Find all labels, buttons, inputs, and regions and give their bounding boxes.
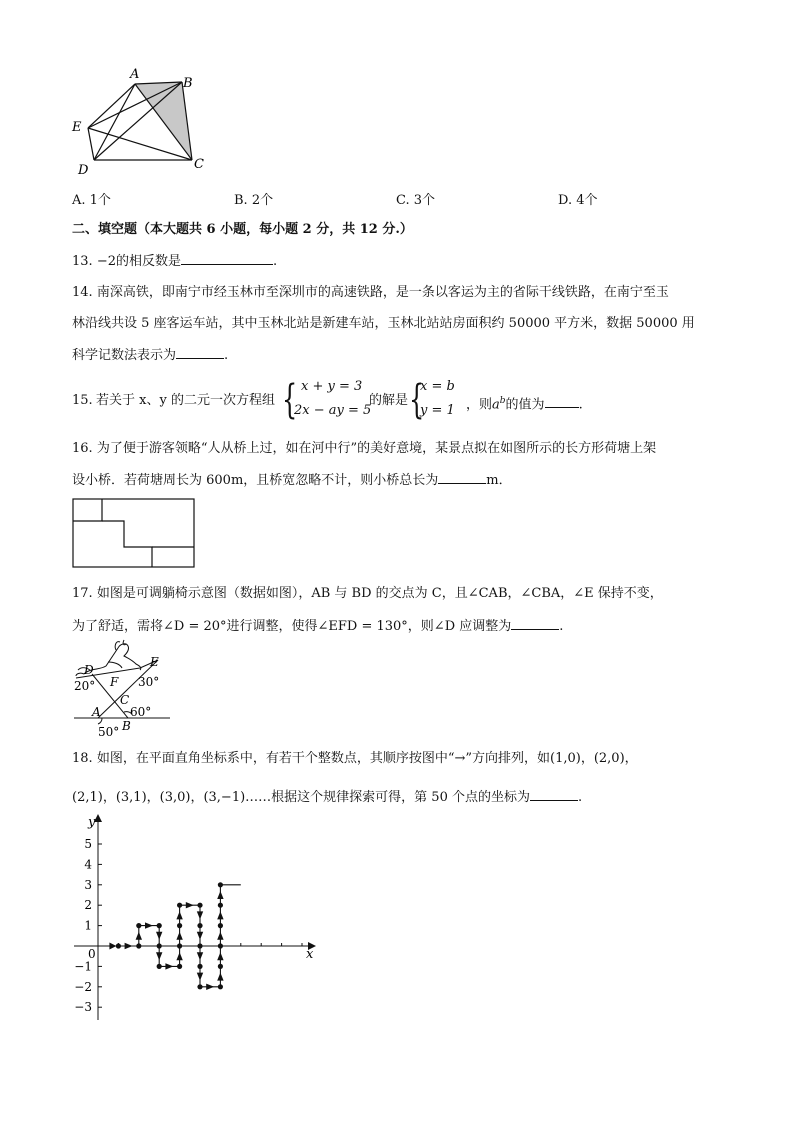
lattice-point: [197, 903, 202, 908]
y-tick-label: 4: [84, 857, 92, 872]
q15-prefix: 若关于 x、y 的二元一次方程组: [96, 393, 275, 408]
q15-mid: 的解是: [369, 393, 409, 408]
q14-line3: 科学记数法表示为: [72, 348, 177, 363]
q15-power-exp: b: [499, 396, 506, 406]
option-d: D. 4个: [558, 193, 598, 208]
direction-arrow: [176, 911, 182, 919]
q15-right-brace: {: [409, 377, 425, 423]
lattice-point: [157, 964, 162, 969]
q15-left-brace: {: [282, 377, 298, 423]
lattice-point: [197, 964, 202, 969]
lattice-point: [177, 923, 182, 928]
q14-line1: 南深高铁，即南宁市经玉林市至深圳市的高速铁路，是一条以客运为主的省际干线铁路，在南宁至玉: [96, 285, 669, 300]
q18-line2a: (2,1)，(3,1)，(3,0)，(3,−1)……根据这个规律探索可得，第 50 个点的坐标为: [72, 790, 530, 805]
label-C: C: [194, 157, 204, 172]
label-E: E: [72, 120, 82, 135]
q15-tail: [466, 392, 583, 414]
lattice-point: [177, 943, 182, 948]
direction-arrow: [176, 932, 182, 940]
option-c: C. 3个: [396, 193, 436, 208]
chair-angle-30: 30°: [138, 675, 160, 689]
question-13: [72, 251, 277, 271]
direction-arrow: [217, 973, 223, 981]
y-tick-label: −2: [74, 979, 92, 994]
chair-label-A: A: [92, 705, 101, 719]
question-18-line1: [72, 750, 638, 768]
q13-number: 13.: [72, 254, 93, 269]
chair-label-E: E: [150, 655, 159, 669]
q15-suffix1: ，则: [466, 397, 493, 413]
q15-number: 15.: [72, 393, 93, 408]
question-17-line2: [72, 616, 563, 636]
chair-angle-60: 60°: [130, 705, 152, 719]
q17-number: 17.: [72, 586, 93, 601]
lattice-point: [157, 943, 162, 948]
chair-label-D: D: [84, 663, 94, 677]
chair-angle-20: 20°: [74, 679, 96, 693]
direction-arrow: [145, 922, 153, 928]
lattice-point: [157, 923, 162, 928]
y-tick-label: 1: [84, 918, 92, 933]
y-axis-label: y: [88, 815, 96, 830]
lattice-point: [218, 923, 223, 928]
q15-sol1: x = b: [420, 379, 455, 394]
section-title: 二、填空题（本大题共 6 小题，每小题 2 分，共 12 分.）: [72, 222, 413, 237]
q18-answer-blank[interactable]: [530, 787, 578, 801]
q14-answer-blank[interactable]: [176, 345, 224, 359]
coordinate-chart: [66, 812, 326, 1024]
q15-eq1: x + y = 3: [301, 379, 363, 394]
lattice-point: [136, 923, 141, 928]
q13-text: −2的相反数是: [96, 254, 181, 269]
q15-sol2: y = 1: [420, 403, 455, 418]
label-D: D: [78, 163, 89, 178]
direction-arrow: [197, 911, 203, 919]
q14-line2: 林沿线共设 5 座客运车站，其中玉林北站是新建车站，玉林北站站房面积约 50000 平方米，数据 50000 用: [72, 316, 695, 331]
origin-label: 0: [88, 947, 96, 961]
label-B: B: [183, 76, 193, 91]
direction-arrow: [176, 952, 182, 960]
direction-arrow: [197, 932, 203, 940]
chair-figure: [70, 638, 180, 740]
q14-end: .: [224, 348, 229, 363]
q17-end: .: [559, 619, 564, 634]
lattice-point: [197, 984, 202, 989]
person-arm: [108, 662, 122, 668]
question-17-line1: [72, 585, 663, 603]
q15-power-base: a: [492, 397, 500, 413]
q12-figure: [66, 62, 216, 182]
label-A: A: [130, 67, 140, 82]
lattice-point: [218, 943, 223, 948]
q18-line1: 如图，在平面直角坐标系中，有若干个整数点，其顺序按图中“→”方向排列，如(1,0)，(2,0)，: [96, 751, 638, 766]
lattice-point: [197, 943, 202, 948]
lattice-point: [116, 943, 121, 948]
lattice-point: [218, 984, 223, 989]
q15-end: .: [578, 397, 583, 413]
direction-arrow: [197, 973, 203, 981]
q16-answer-blank[interactable]: [438, 470, 486, 484]
y-tick-label: 2: [84, 898, 92, 913]
y-tick-label: 3: [84, 877, 92, 892]
direction-arrow: [165, 963, 173, 969]
x-axis-label: x: [306, 947, 314, 962]
start-arrow: [109, 943, 116, 950]
q15-eq2: 2x − ay = 5: [294, 403, 372, 418]
chair-angle-50: 50°: [98, 725, 120, 739]
question-16-line1: [72, 440, 656, 458]
q13-answer-blank[interactable]: [181, 251, 273, 265]
bridge-path-2: [102, 521, 152, 567]
q17-line2a: 为了舒适，需将∠D = 20°进行调整，使得∠EFD = 130°，则∠D 应调整为: [72, 619, 512, 634]
q16-number: 16.: [72, 441, 93, 456]
direction-arrow: [156, 932, 162, 940]
direction-arrow: [217, 911, 223, 919]
chair-label-B: B: [122, 719, 131, 733]
y-tick-label: −3: [74, 1000, 92, 1015]
direction-arrow: [217, 891, 223, 899]
direction-arrow: [206, 984, 214, 990]
direction-arrow: [136, 932, 142, 940]
lattice-point: [197, 923, 202, 928]
q14-number: 14.: [72, 285, 93, 300]
direction-arrow: [125, 943, 133, 949]
lattice-point: [177, 964, 182, 969]
q16-line2a: 设小桥．若荷塘周长为 600m，且桥宽忽略不计，则小桥总长为: [72, 473, 439, 488]
direction-arrow: [217, 952, 223, 960]
option-a: A. 1个: [72, 193, 111, 208]
q16-line1: 为了便于游客领略“人从桥上过，如在河中行”的美好意境，某景点拟在如图所示的长方形荷塘上架: [96, 441, 657, 456]
direction-arrow: [197, 952, 203, 960]
q15-suffix2: 的值为: [505, 397, 545, 413]
q16-line2b: m．: [486, 473, 512, 488]
direction-arrow: [217, 932, 223, 940]
lattice-point: [218, 964, 223, 969]
pond-rectangle: [73, 499, 194, 567]
question-16-line2: [72, 470, 512, 490]
option-b: B. 2个: [234, 193, 274, 208]
y-tick-label: 5: [84, 837, 92, 851]
lattice-point: [218, 882, 223, 887]
chair-label-F: F: [110, 675, 119, 689]
question-14-line3: [72, 345, 228, 365]
chair-label-C: C: [120, 693, 130, 707]
direction-arrow: [156, 952, 162, 960]
q17-line1: 如图是可调躺椅示意图（数据如图），AB 与 BD 的交点为 C，且∠CAB，∠CBA，∠E 保持不变，: [96, 586, 663, 601]
q17-answer-blank[interactable]: [511, 616, 559, 630]
q13-end: .: [273, 254, 278, 269]
q18-end: .: [577, 790, 583, 805]
lattice-point: [136, 943, 141, 948]
question-14-line1: [72, 284, 669, 302]
q15-answer-blank[interactable]: [545, 394, 579, 408]
lattice-point: [218, 903, 223, 908]
direction-arrow: [186, 902, 194, 908]
question-18-line2: [72, 787, 582, 807]
y-tick-label: −1: [74, 959, 92, 974]
pond-figure: [72, 498, 196, 570]
bridge-path: [73, 499, 102, 521]
lattice-point: [177, 903, 182, 908]
q18-number: 18.: [72, 751, 93, 766]
